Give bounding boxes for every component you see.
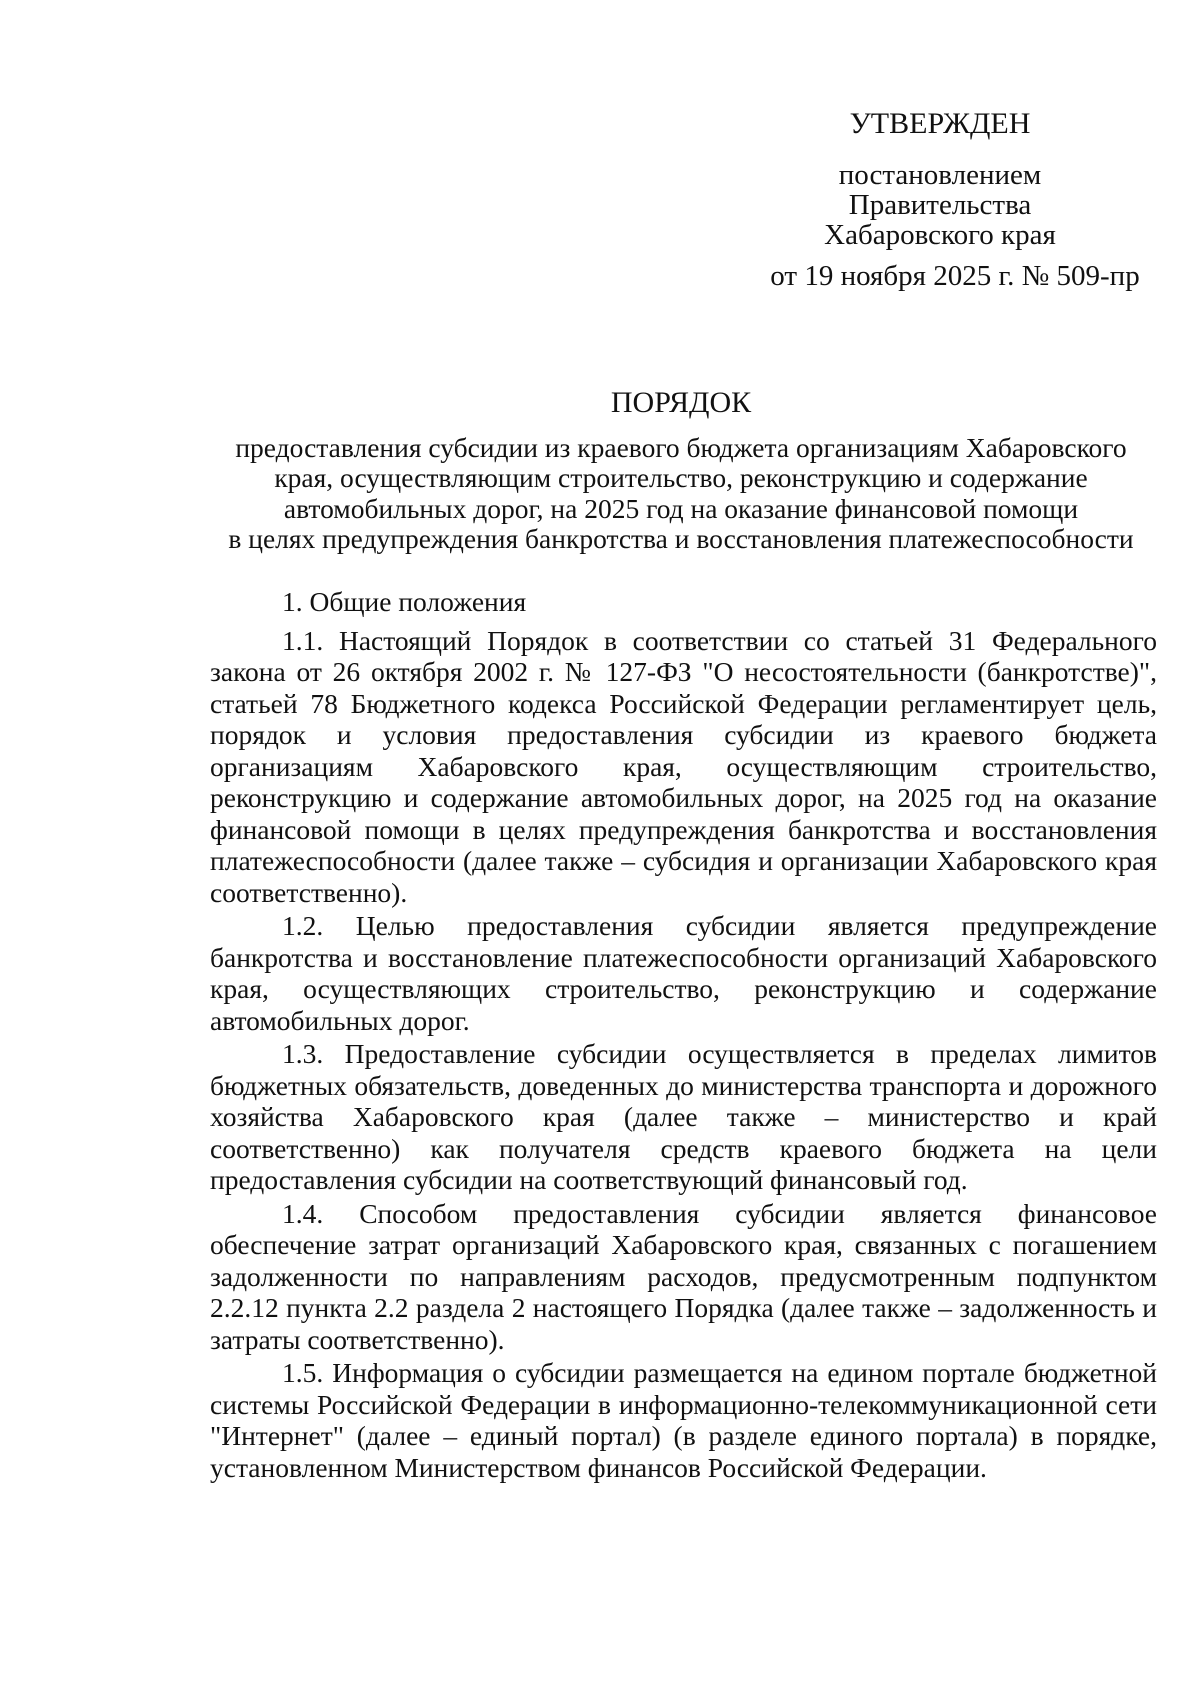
approval-line-1: постановлением	[838, 158, 1042, 191]
approval-heading: УТВЕРЖДЕН	[849, 107, 1031, 140]
document-title: ПОРЯДОК	[610, 386, 752, 419]
paragraph-1-4: 1.4. Способом предоставления субсидии является финансовое обеспечение затрат организаций Хабаровского края, связанных с погашением задолженности по направлениям расходов, предусмотренным подпунктом 2.2.12 пункта 2.2 раздела 2 настоящего Порядка (далее также – задолженность и затраты соответственно).	[210, 1197, 1157, 1355]
document-body	[210, 586, 1157, 1485]
approval-line-3: Хабаровского края	[824, 219, 1056, 252]
paragraph-1-3: 1.3. Предоставление субсидии осуществляется в пределах лимитов бюджетных обязательств, доведенных до министерства транспорта и дорожного хозяйства Хабаровского края (далее также – министерство и край соответственно) как получателя средств краевого бюджета на цели предоставления субсидии на соответствующий финансовый год.	[210, 1038, 1157, 1195]
subtitle-line: края, осуществляющим строительство, реконструкцию и содержание	[274, 462, 1088, 494]
subtitle-line: в целях предупреждения банкротства и восстановления платежеспособности	[228, 522, 1134, 554]
subtitle-line: предоставления субсидии из краевого бюджета организациям Хабаровского	[235, 432, 1127, 463]
document-title-block	[196, 386, 1166, 554]
approval-block	[700, 108, 1180, 291]
paragraph-1-2: 1.2. Целью предоставления субсидии является предупреждение банкротства и восстановление платежеспособности организаций Хабаровского края, осуществляющих строительство, реконструкцию и содержание автомобильных дорог.	[210, 910, 1157, 1036]
paragraph-1-1: 1.1. Настоящий Порядок в соответствии со статьей 31 Федерального закона от 26 октября 2002 г. № 127-ФЗ "О несостоятельности (банкротстве)", статьей 78 Бюджетного кодекса Российской Федерации регламентирует цель, порядок и условия предоставления субсидии из краевого бюджета организациям Хабаровского края, осуществляющим строительство, реконструкцию и содержание автомобильных дорог, на 2025 год на оказание финансовой помощи в целях предупреждения банкротства и восстановления платежеспособности (далее также – субсидия и организации Хабаровского края соответственно).	[210, 624, 1157, 908]
subtitle-line: автомобильных дорог, на 2025 год на оказание финансовой помощи	[283, 492, 1079, 524]
approval-line-2: Правительства	[848, 188, 1032, 221]
paragraph-1-5: 1.5. Информация о субсидии размещается на едином портале бюджетной системы Российской Федерации в информационно-телекоммуникационной сети "Интернет" (далее – единый портал) (в разделе единого портала) в порядке, установленном Министерством финансов Российской Федерации.	[210, 1357, 1157, 1483]
section-heading: 1. Общие положения	[282, 586, 527, 617]
approval-date: от 19 ноября 2025 г. № 509-пр	[770, 259, 1140, 292]
